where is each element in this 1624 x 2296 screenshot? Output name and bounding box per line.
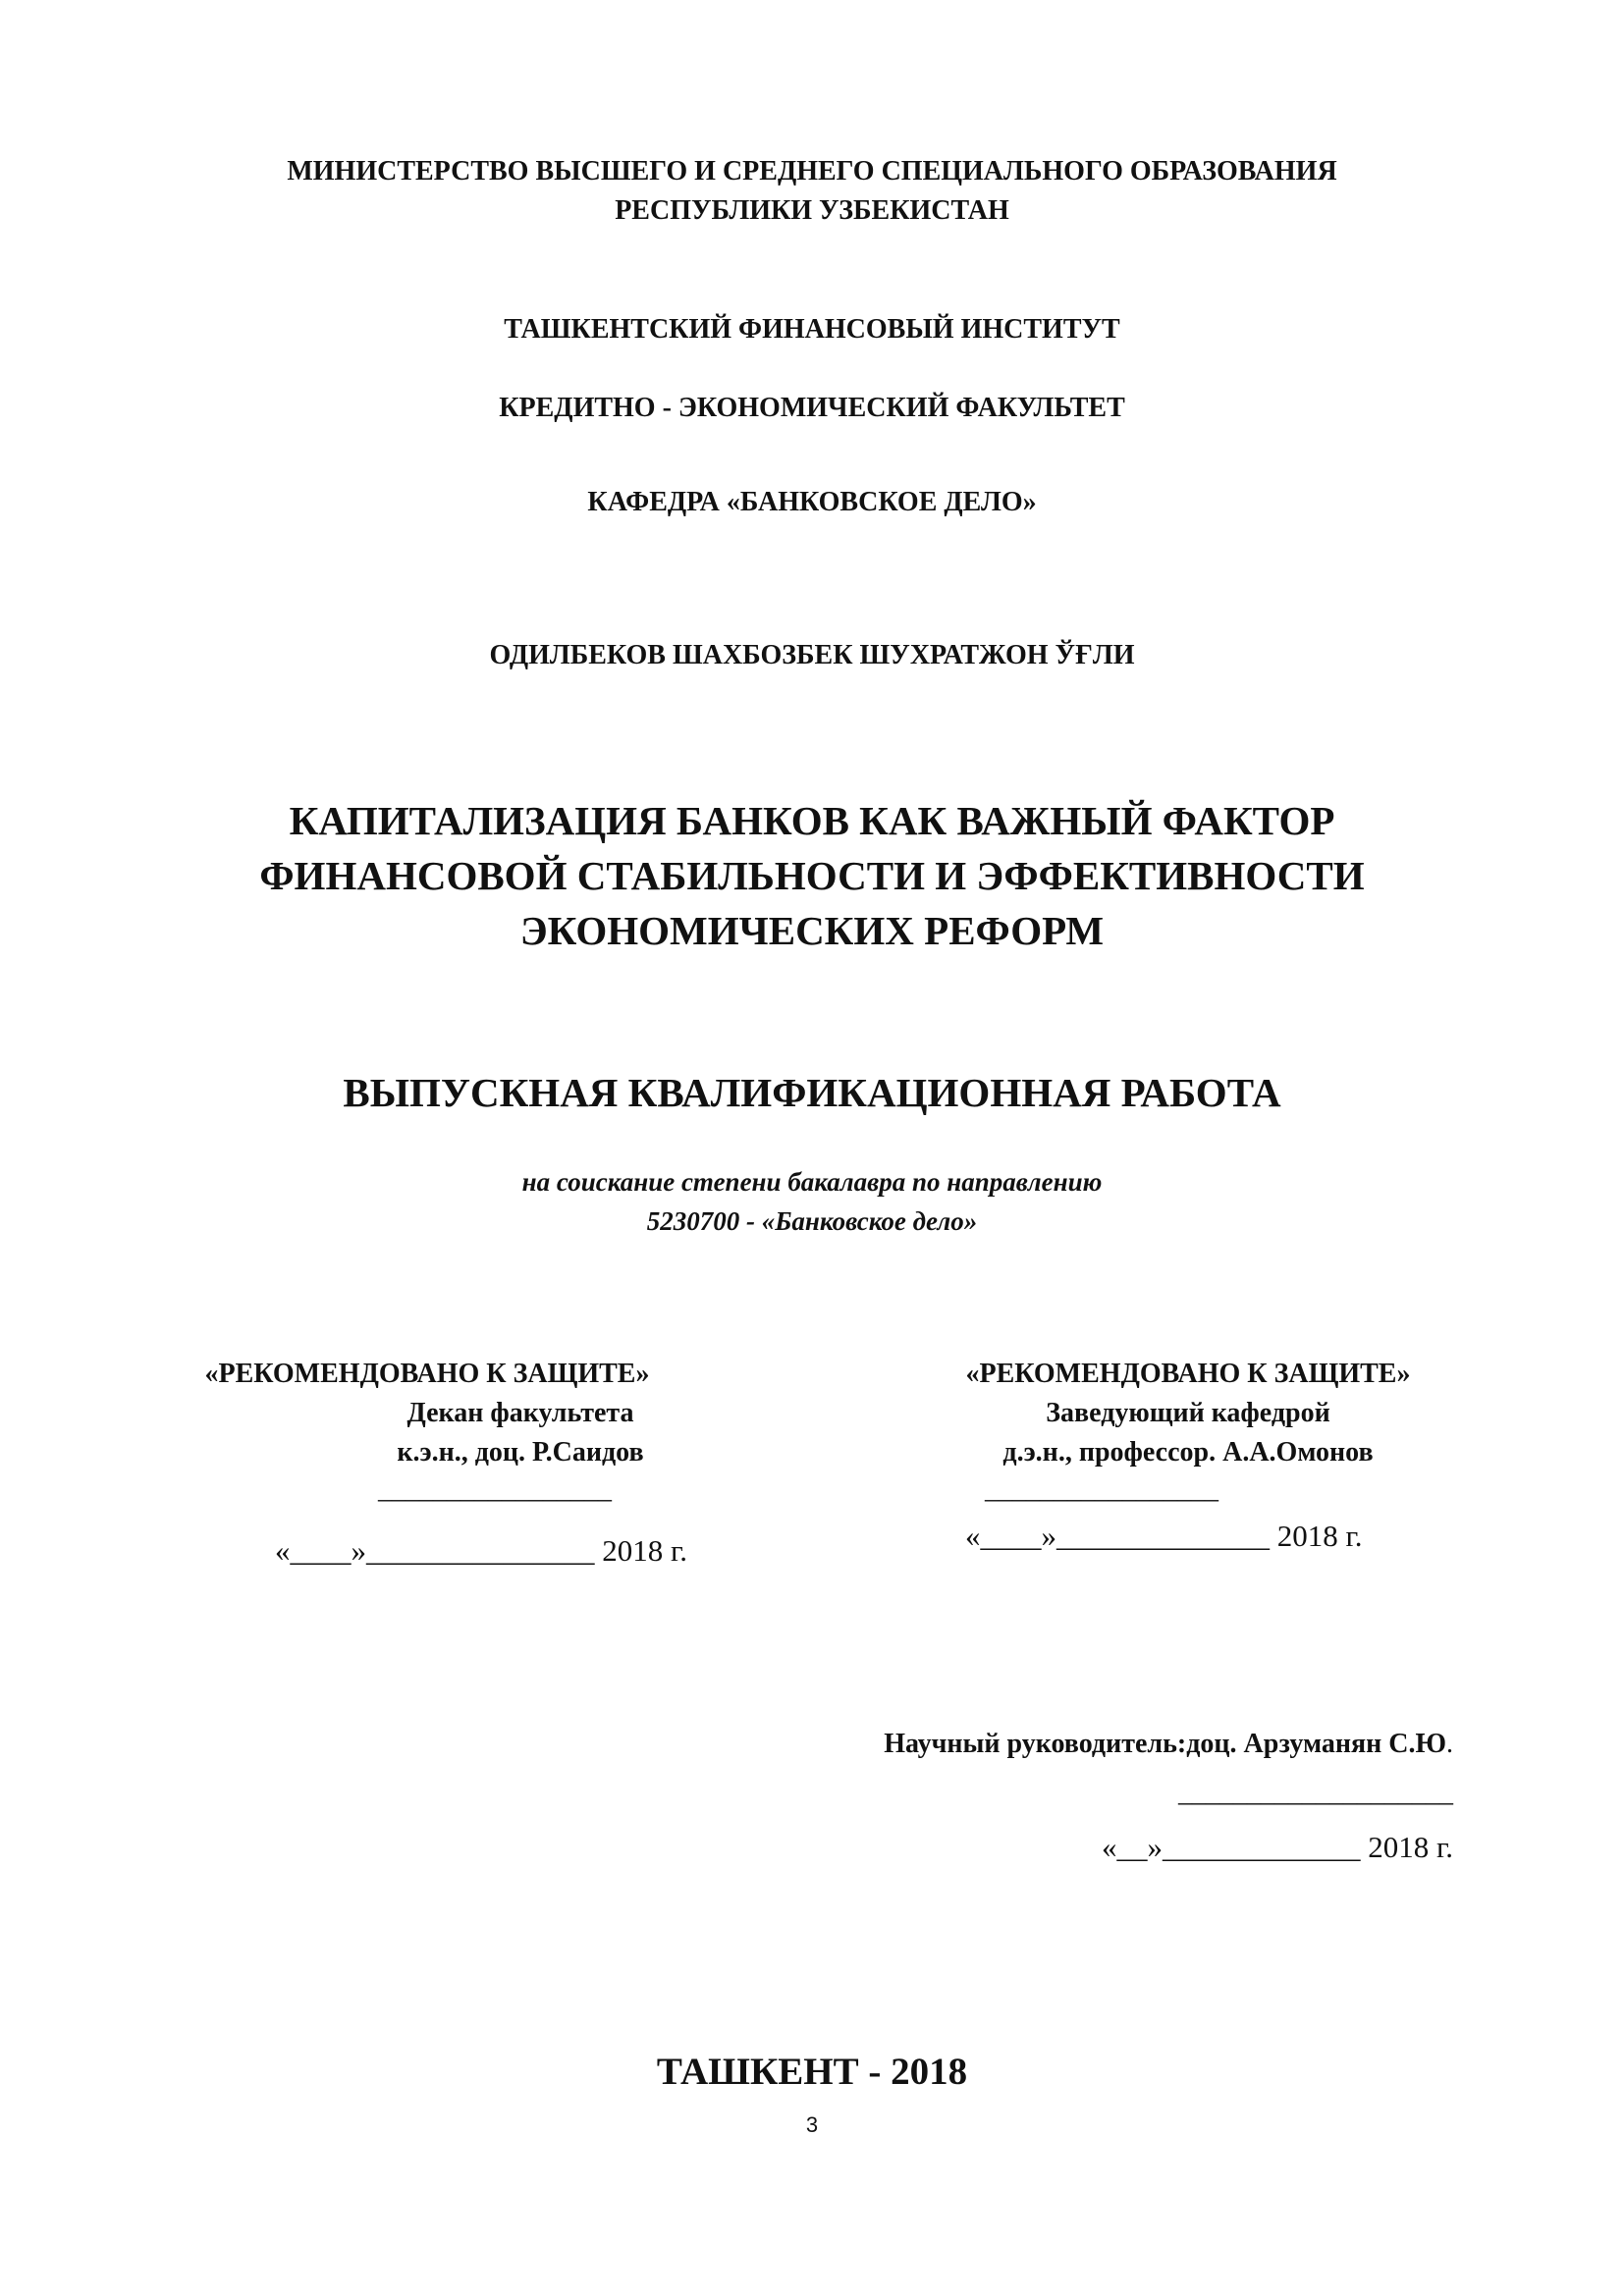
ministry-heading xyxy=(0,152,1624,231)
approval-left-heading: «РЕКОМЕНДОВАНО К ЗАЩИТЕ» xyxy=(204,1359,650,1389)
supervisor-signature-line: ____________________ xyxy=(1178,1778,1453,1808)
department-name: КАФЕДРА «БАНКОВСКОЕ ДЕЛО» xyxy=(587,487,1037,517)
approval-right-date-line: «____»______________ 2018 г. xyxy=(965,1519,1363,1553)
approval-left-date-line: «____»_______________ 2018 г. xyxy=(275,1533,687,1568)
supervisor-trailing-dot: . xyxy=(1446,1729,1453,1759)
approval-left-role: Декан факультета xyxy=(406,1398,634,1428)
author-name: ОДИЛБЕКОВ ШАХБОЗБЕК ШУХРАТЖОН ЎҒЛИ xyxy=(489,640,1135,670)
page-number: 3 xyxy=(805,2112,819,2137)
work-type: ВЫПУСКНАЯ КВАЛИФИКАЦИОННАЯ РАБОТА xyxy=(343,1070,1281,1115)
approval-right-role: Заведующий кафедрой xyxy=(1046,1398,1330,1428)
faculty-name: КРЕДИТНО - ЭКОНОМИЧЕСКИЙ ФАКУЛЬТЕТ xyxy=(499,393,1125,423)
degree-line-2: 5230700 - «Банковское дело» xyxy=(646,1206,978,1236)
supervisor-date-line: «__»_____________ 2018 г. xyxy=(1102,1830,1453,1864)
supervisor-name: Научный руководитель:доц. Арзуманян С.Ю xyxy=(884,1729,1446,1759)
approval-right-details xyxy=(918,1394,1458,1472)
approval-left-person: к.э.н., доц. Р.Саидов xyxy=(397,1437,644,1468)
approval-right-signature-line: _________________ xyxy=(985,1474,1218,1505)
ministry-line-1: МИНИСТЕРСТВО ВЫСШЕГО И СРЕДНЕГО СПЕЦИАЛЬНОГО ОБРАЗОВАНИЯ xyxy=(287,156,1337,187)
approval-right-heading: «РЕКОМЕНДОВАНО К ЗАЩИТЕ» xyxy=(965,1359,1411,1389)
degree-line-1: на соискание степени бакалавра по направлению xyxy=(521,1167,1103,1197)
thesis-title xyxy=(0,793,1624,958)
thesis-title-line-2: ФИНАНСОВОЙ СТАБИЛЬНОСТИ И ЭФФЕКТИВНОСТИ xyxy=(259,853,1365,898)
institute-name: ТАШКЕНТСКИЙ ФИНАНСОВЫЙ ИНСТИТУТ xyxy=(504,314,1120,345)
supervisor-label xyxy=(884,1725,1453,1764)
approval-left-details xyxy=(250,1394,790,1472)
thesis-title-line-1: КАПИТАЛИЗАЦИЯ БАНКОВ КАК ВАЖНЫЙ ФАКТОР xyxy=(289,798,1335,843)
approval-right xyxy=(918,1355,1458,1394)
degree-info xyxy=(0,1162,1624,1241)
approval-left-signature-line: _________________ xyxy=(378,1474,612,1505)
thesis-title-line-3: ЭКОНОМИЧЕСКИХ РЕФОРМ xyxy=(519,908,1105,953)
approval-right-person: д.э.н., профессор. А.А.Омонов xyxy=(1002,1437,1374,1468)
ministry-line-2: РЕСПУБЛИКИ УЗБЕКИСТАН xyxy=(615,195,1009,226)
city-year: ТАШКЕНТ - 2018 xyxy=(656,2051,968,2093)
approval-left xyxy=(157,1355,697,1394)
